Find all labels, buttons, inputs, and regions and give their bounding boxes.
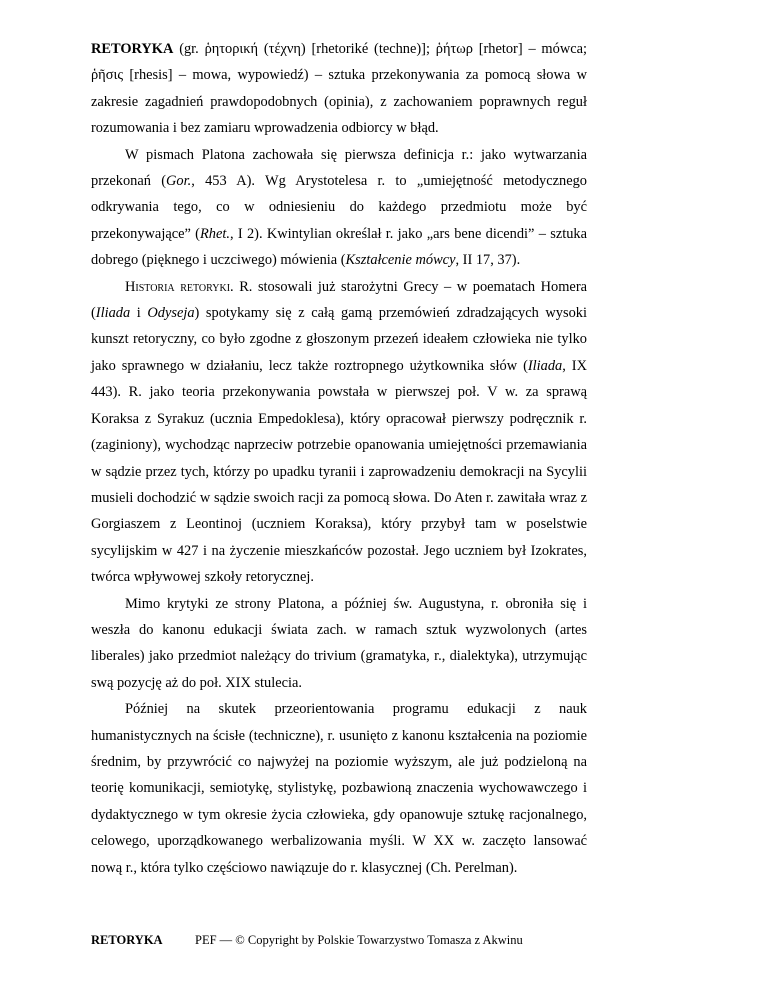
- footer-credit: PEF — © Copyright by Polskie Towarzystwo Tomasza z Akwinu: [195, 933, 523, 947]
- paragraph-platon: W pismach Platona zachowała się pierwsza definicja r.: jako wytwarzania przekonań (Gor., 453 A). Wg Arystotelesa r. to „umiejętność metodycznego odkrywania tego, co w odniesieniu do każdego przedmiotu może być przekonywające” (Rhet., I 2). Kwintylian określał r. jako „ars bene dicendi” – sztuka dobrego (pięknego i uczciwego) mówienia (Kształcenie mówcy, II 17, 37).: [91, 146, 587, 269]
- paragraph-history: Historia retoryki. R. stosowali już starożytni Grecy – w poematach Homera (Iliada i Odyseja) spotykamy się z całą gamą przemówień zdradzających wysoki kunszt retoryczny, co było zgodne z głoszonym przezeń ideałem człowieka nie tylko jako sprawnego w działaniu, lecz także roztropnego użytkownika słów (Iliada, IX 443). R. jako teoria przekonywania powstała w pierwszej poł. V w. za sprawą Koraksa z Syrakuz (ucznia Empedoklesa), który opracował pierwszy podręcznik r. (zaginiony), wychodząc naprzeciw potrzebie opanowania umiejętności przemawiania w sądzie przez tych, którzy po upadku tyranii i zaprowadzeniu demokracji na Sycylii musieli dochodzić w sądzie swoich racji za pomocą słowa. Do Aten r. zawitała wraz z Gorgiaszem z Leontinoj (uczniem Koraksa), który przybył tam w poselstwie sycylijskim w 427 i na życzenie mieszkańców pozostał. Jego uczniem był Izokrates, twórca wpływowej szkoły retorycznej.: [91, 278, 588, 586]
- page-footer: [91, 933, 651, 948]
- paragraph-definition: RETORYKA (gr. ῥητορική (τέχνη) [rhetoriké (techne)]; ῥήτωρ [rhetor] – mówca; ῥῆσις [rhesis] – mowa, wypowiedź) – sztuka przekonywania za pomocą słowa w zakresie zagadnień prawdopodobnych (opinia), z zachowaniem poprawnych reguł rozumowania i bez zamiaru wprowadzenia odbiorcy w błąd.: [91, 41, 587, 137]
- paragraph-trivium: Mimo krytyki ze strony Platona, a później św. Augustyna, r. obroniła się i weszła do kanonu edukacji świata zach. w ramach sztuk wyzwolonych (artes liberales) jako przedmiot należący do trivium (gramatyka, r., dialektyka), utrzymując swą pozycję aż do poł. XIX stulecia.: [91, 595, 587, 691]
- section-heading-history: Historia retoryki.: [125, 278, 234, 295]
- paragraph-modern: Później na skutek przeorientowania programu edukacji z nauk humanistycznych na ścisłe (techniczne), r. usunięto z kanonu kształcenia na poziomie średnim, by przywrócić co najwyżej na poziomie wyższym, ale już podzieloną na teorię komunikacji, semiotykę, stylistykę, pozbawioną znaczenia wychowawczego i dydaktycznego w tym okresie życia człowieka, gdy opanowuje sztukę racjonalnego, celowego, uporządkowanego werbalizowania myśli. W XX w. zaczęto lansować nową r., która tylko częściowo nawiązuje do r. klasycznej (Ch. Perelman).: [91, 701, 587, 876]
- article-body: [91, 36, 587, 881]
- headword: RETORYKA: [91, 41, 174, 57]
- footer-title: RETORYKA: [91, 933, 163, 947]
